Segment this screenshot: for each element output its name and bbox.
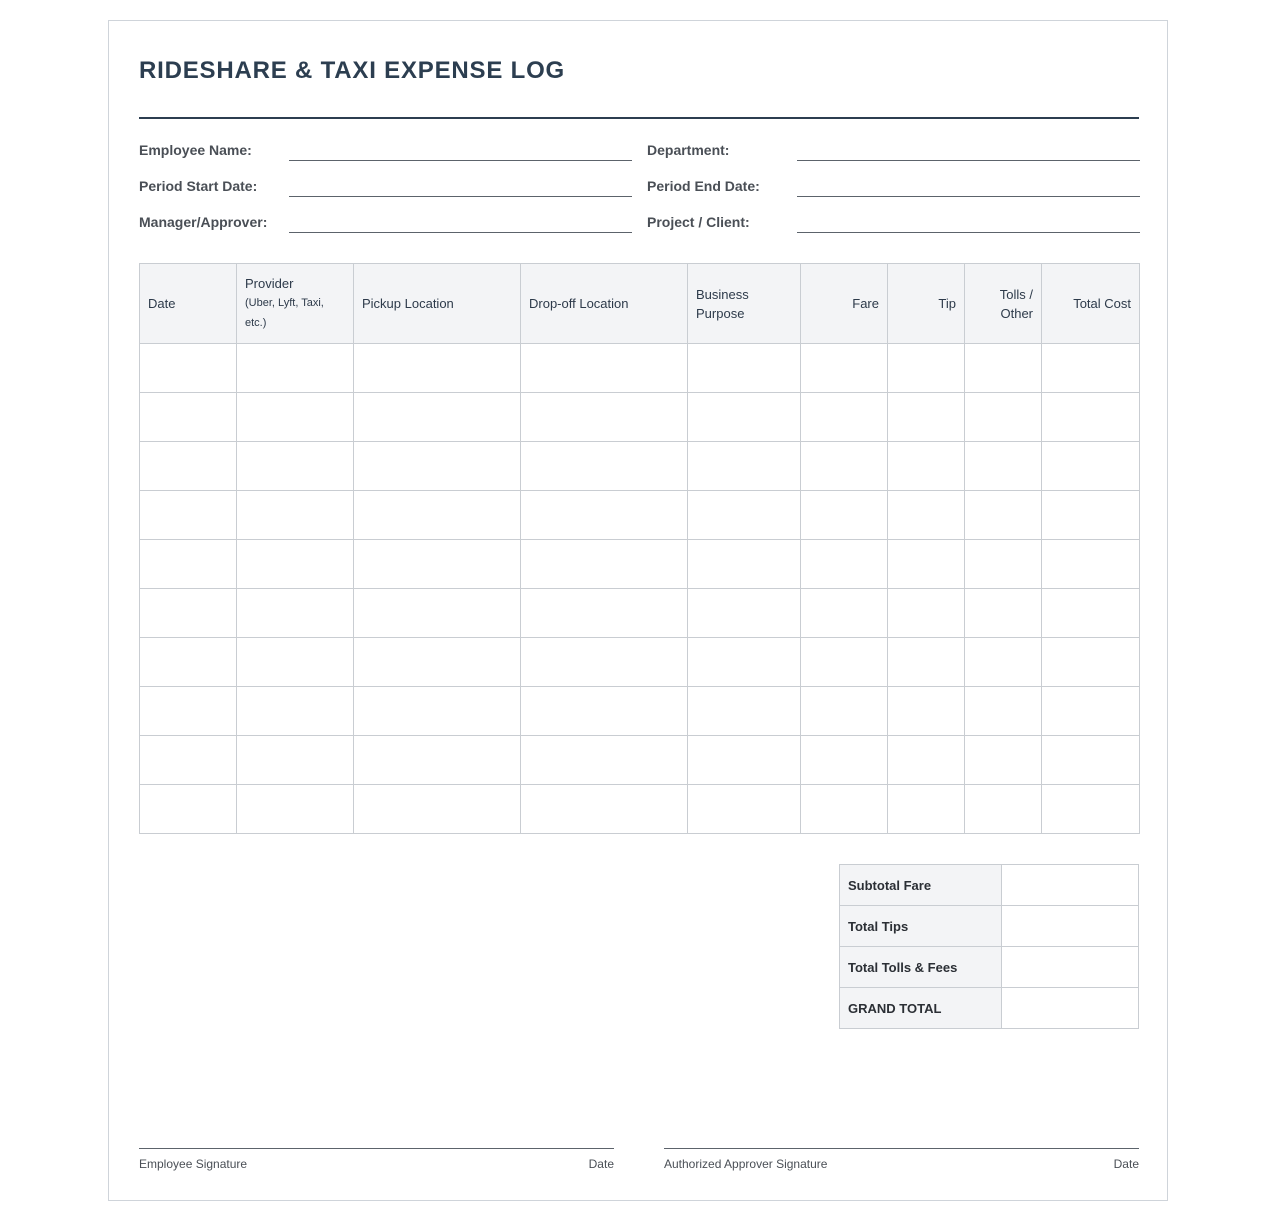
employee-signature-line[interactable]: [139, 1148, 614, 1149]
table-row: [140, 687, 1140, 736]
project-client-label: Project / Client:: [647, 214, 750, 230]
period-end-date-input-line[interactable]: [797, 196, 1140, 197]
cell-pickup[interactable]: [354, 687, 521, 736]
cell-tolls[interactable]: [965, 736, 1042, 785]
cell-total[interactable]: [1042, 736, 1140, 785]
cell-purpose[interactable]: [688, 638, 801, 687]
cell-tip[interactable]: [888, 638, 965, 687]
employee-signature-date-label: Date: [588, 1157, 614, 1171]
cell-fare[interactable]: [801, 540, 888, 589]
cell-pickup[interactable]: [354, 638, 521, 687]
employee-signature-block[interactable]: [139, 1148, 614, 1178]
department-label: Department:: [647, 142, 730, 158]
manager-approver-label: Manager/Approver:: [139, 214, 268, 230]
cell-tolls[interactable]: [965, 393, 1042, 442]
grand-total-value[interactable]: [1002, 988, 1139, 1029]
total-tolls-fees-label: Total Tolls & Fees: [840, 947, 1002, 988]
cell-tolls[interactable]: [965, 589, 1042, 638]
employee-signature-label: Employee Signature: [139, 1157, 248, 1171]
cell-provider[interactable]: [237, 491, 354, 540]
expense-log-table: [139, 263, 1140, 834]
cell-purpose[interactable]: [688, 687, 801, 736]
department-input-line[interactable]: [797, 160, 1140, 161]
cell-tolls[interactable]: [965, 344, 1042, 393]
approver-signature-date-label: Date: [1113, 1157, 1139, 1171]
cell-dropoff[interactable]: [521, 638, 688, 687]
cell-fare[interactable]: [801, 736, 888, 785]
project-client-field[interactable]: [647, 214, 1139, 238]
cell-date[interactable]: [140, 785, 237, 834]
cell-tip[interactable]: [888, 344, 965, 393]
table-row: [140, 638, 1140, 687]
column-header-date: Date: [140, 264, 237, 344]
totals-row-total-tips: [840, 906, 1139, 947]
column-header-pickup: Pickup Location: [354, 264, 521, 344]
cell-pickup[interactable]: [354, 491, 521, 540]
cell-provider[interactable]: [237, 638, 354, 687]
provider-header-note: (Uber, Lyft, Taxi, etc.): [245, 297, 324, 329]
provider-header-label: Provider: [245, 276, 294, 291]
cell-provider[interactable]: [237, 442, 354, 491]
cell-total[interactable]: [1042, 393, 1140, 442]
cell-purpose[interactable]: [688, 589, 801, 638]
cell-provider[interactable]: [237, 687, 354, 736]
cell-tolls[interactable]: [965, 638, 1042, 687]
table-header-row: [140, 264, 1140, 344]
column-header-dropoff: Drop-off Location: [521, 264, 688, 344]
column-header-tolls: Tolls / Other: [965, 264, 1042, 344]
cell-date[interactable]: [140, 393, 237, 442]
cell-date[interactable]: [140, 638, 237, 687]
cell-date[interactable]: [140, 540, 237, 589]
cell-tolls[interactable]: [965, 491, 1042, 540]
project-client-input-line[interactable]: [797, 232, 1140, 233]
cell-fare[interactable]: [801, 687, 888, 736]
cell-provider[interactable]: [237, 393, 354, 442]
column-header-provider: [237, 264, 354, 344]
table-row: [140, 491, 1140, 540]
column-header-fare: Fare: [801, 264, 888, 344]
period-start-date-label: Period Start Date:: [139, 178, 258, 194]
table-row: [140, 344, 1140, 393]
period-end-date-label: Period End Date:: [647, 178, 760, 194]
cell-pickup[interactable]: [354, 344, 521, 393]
cell-tolls[interactable]: [965, 687, 1042, 736]
manager-approver-input-line[interactable]: [289, 232, 632, 233]
cell-dropoff[interactable]: [521, 736, 688, 785]
cell-purpose[interactable]: [688, 785, 801, 834]
cell-provider[interactable]: [237, 736, 354, 785]
cell-total[interactable]: [1042, 442, 1140, 491]
cell-tip[interactable]: [888, 785, 965, 834]
cell-date[interactable]: [140, 442, 237, 491]
column-header-total: Total Cost: [1042, 264, 1140, 344]
cell-dropoff[interactable]: [521, 491, 688, 540]
table-row: [140, 442, 1140, 491]
period-start-date-input-line[interactable]: [289, 196, 632, 197]
cell-pickup[interactable]: [354, 589, 521, 638]
cell-total[interactable]: [1042, 344, 1140, 393]
cell-purpose[interactable]: [688, 344, 801, 393]
cell-tip[interactable]: [888, 589, 965, 638]
period-end-date-field[interactable]: [647, 178, 1139, 202]
column-header-tip: Tip: [888, 264, 965, 344]
cell-tolls[interactable]: [965, 442, 1042, 491]
cell-pickup[interactable]: [354, 736, 521, 785]
cell-dropoff[interactable]: [521, 687, 688, 736]
title-divider: [139, 117, 1139, 119]
expense-log-page: [108, 20, 1168, 1201]
cell-dropoff[interactable]: [521, 344, 688, 393]
totals-row-tolls-fees: [840, 947, 1139, 988]
table-row: [140, 393, 1140, 442]
cell-total[interactable]: [1042, 589, 1140, 638]
cell-total[interactable]: [1042, 540, 1140, 589]
cell-dropoff[interactable]: [521, 540, 688, 589]
cell-provider[interactable]: [237, 540, 354, 589]
cell-fare[interactable]: [801, 393, 888, 442]
subtotal-fare-value[interactable]: [1002, 865, 1139, 906]
cell-date[interactable]: [140, 736, 237, 785]
cell-tolls[interactable]: [965, 540, 1042, 589]
manager-approver-field[interactable]: [139, 214, 632, 238]
cell-pickup[interactable]: [354, 540, 521, 589]
cell-date[interactable]: [140, 344, 237, 393]
cell-total[interactable]: [1042, 491, 1140, 540]
cell-pickup[interactable]: [354, 785, 521, 834]
totals-row-grand-total: [840, 988, 1139, 1029]
cell-purpose[interactable]: [688, 540, 801, 589]
page-title: RIDESHARE & TAXI EXPENSE LOG: [139, 57, 566, 84]
column-header-purpose: Business Purpose: [688, 264, 801, 344]
grand-total-label: GRAND TOTAL: [840, 988, 1002, 1029]
employee-name-field[interactable]: [139, 142, 632, 166]
total-tips-value[interactable]: [1002, 906, 1139, 947]
table-row: [140, 785, 1140, 834]
cell-pickup[interactable]: [354, 442, 521, 491]
cell-fare[interactable]: [801, 785, 888, 834]
cell-tip[interactable]: [888, 393, 965, 442]
employee-name-input-line[interactable]: [289, 160, 632, 161]
expense-log-body: [140, 344, 1140, 834]
cell-total[interactable]: [1042, 687, 1140, 736]
cell-pickup[interactable]: [354, 393, 521, 442]
table-row: [140, 540, 1140, 589]
cell-dropoff[interactable]: [521, 589, 688, 638]
subtotal-fare-label: Subtotal Fare: [840, 865, 1002, 906]
cell-purpose[interactable]: [688, 442, 801, 491]
cell-date[interactable]: [140, 687, 237, 736]
cell-tip[interactable]: [888, 736, 965, 785]
department-field[interactable]: [647, 142, 1139, 166]
approver-signature-label: Authorized Approver Signature: [664, 1157, 828, 1171]
total-tips-label: Total Tips: [840, 906, 1002, 947]
cell-total[interactable]: [1042, 785, 1140, 834]
cell-dropoff[interactable]: [521, 785, 688, 834]
cell-tip[interactable]: [888, 491, 965, 540]
cell-tolls[interactable]: [965, 785, 1042, 834]
approver-signature-line[interactable]: [664, 1148, 1139, 1149]
cell-fare[interactable]: [801, 491, 888, 540]
employee-name-label: Employee Name:: [139, 142, 252, 158]
cell-tip[interactable]: [888, 540, 965, 589]
cell-purpose[interactable]: [688, 736, 801, 785]
cell-provider[interactable]: [237, 344, 354, 393]
totals-row-subtotal-fare: [840, 865, 1139, 906]
cell-date[interactable]: [140, 589, 237, 638]
cell-purpose[interactable]: [688, 393, 801, 442]
cell-provider[interactable]: [237, 785, 354, 834]
cell-fare[interactable]: [801, 344, 888, 393]
cell-fare[interactable]: [801, 442, 888, 491]
cell-date[interactable]: [140, 491, 237, 540]
total-tolls-fees-value[interactable]: [1002, 947, 1139, 988]
approver-signature-block[interactable]: [664, 1148, 1139, 1178]
table-row: [140, 589, 1140, 638]
totals-table: [839, 864, 1139, 1029]
cell-dropoff[interactable]: [521, 442, 688, 491]
cell-dropoff[interactable]: [521, 393, 688, 442]
cell-total[interactable]: [1042, 638, 1140, 687]
cell-fare[interactable]: [801, 638, 888, 687]
cell-provider[interactable]: [237, 589, 354, 638]
cell-fare[interactable]: [801, 589, 888, 638]
period-start-date-field[interactable]: [139, 178, 632, 202]
cell-tip[interactable]: [888, 687, 965, 736]
table-row: [140, 736, 1140, 785]
cell-purpose[interactable]: [688, 491, 801, 540]
cell-tip[interactable]: [888, 442, 965, 491]
